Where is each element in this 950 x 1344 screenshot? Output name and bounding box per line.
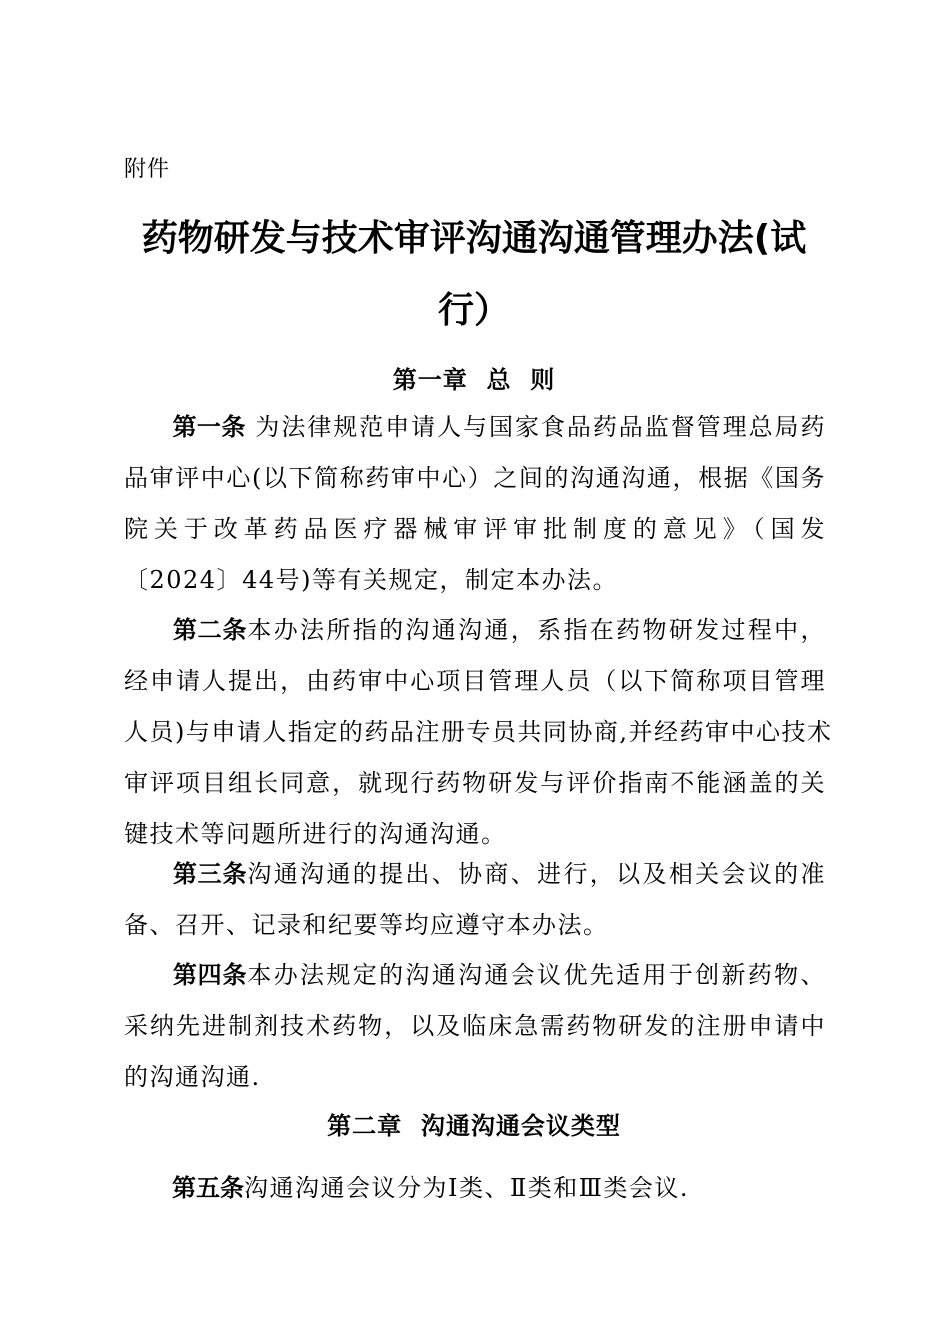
article-5-line-1: 第五条沟通沟通会议分为Ⅰ类、Ⅱ类和Ⅲ类会议. [172,1174,690,1202]
article-3-line-2: 备、召开、记录和纪要等均应遵守本办法。 [124,911,609,939]
article-3 [124,849,826,951]
document-title-line-2: 行） [437,290,510,331]
article-2-line-1: 第二条本办法所指的沟通沟通，系指在药物研发过程中， [172,616,827,644]
article-1-line-1: 第一条 为法律规范申请人与国家食品药品监督管理总局药 [172,413,826,441]
article-1-line-2: 品审评中心(以下简称药审中心）之间的沟通沟通，根据《国务 [124,464,826,492]
document-title-line-1: 药物研发与技术审评沟通沟通管理办法(试 [141,218,807,259]
article-5-label: 第五条 [172,1174,244,1202]
article-2-line-3: 人员)与申请人指定的药品注册专员共同协商,并经药审中心技术 [124,718,833,746]
article-5 [124,1163,826,1214]
article-1-line-4: 〔2024〕44号)等有关规定，制定本办法。 [124,566,618,594]
attachment-label: 附件 [124,157,171,182]
article-4 [124,950,826,1103]
article-1-line-3: 院关于改革药品医疗器械审评审批制度的意见》（国发 [124,515,826,543]
article-2 [124,605,833,860]
article-4-label: 第四条 [172,961,248,989]
article-3-label: 第三条 [172,860,248,888]
article-4-line-2: 采纳先进制剂技术药物，以及临床急需药物研发的注册申请中 [124,1012,826,1040]
chapter-1-heading: 第一章 总 则 [392,366,556,394]
article-1 [124,402,826,606]
article-2-line-2: 经申请人提出，由药审中心项目管理人员（以下简称项目管理 [124,667,826,695]
article-3-line-1: 第三条沟通沟通的提出、协商、进行，以及相关会议的准 [172,860,827,888]
chapter-2-heading: 第二章 沟通沟通会议类型 [327,1112,621,1140]
article-2-line-4: 审评项目组长同意，就现行药物研发与评价指南不能涵盖的关 [124,769,826,797]
article-4-line-1: 第四条本办法规定的沟通沟通会议优先适用于创新药物、 [172,961,827,989]
article-4-line-3: 的沟通沟通. [124,1063,261,1091]
article-2-line-5: 键技术等问题所进行的沟通沟通。 [124,820,507,848]
article-2-label: 第二条 [172,616,248,644]
article-1-label: 第一条 [172,413,246,441]
